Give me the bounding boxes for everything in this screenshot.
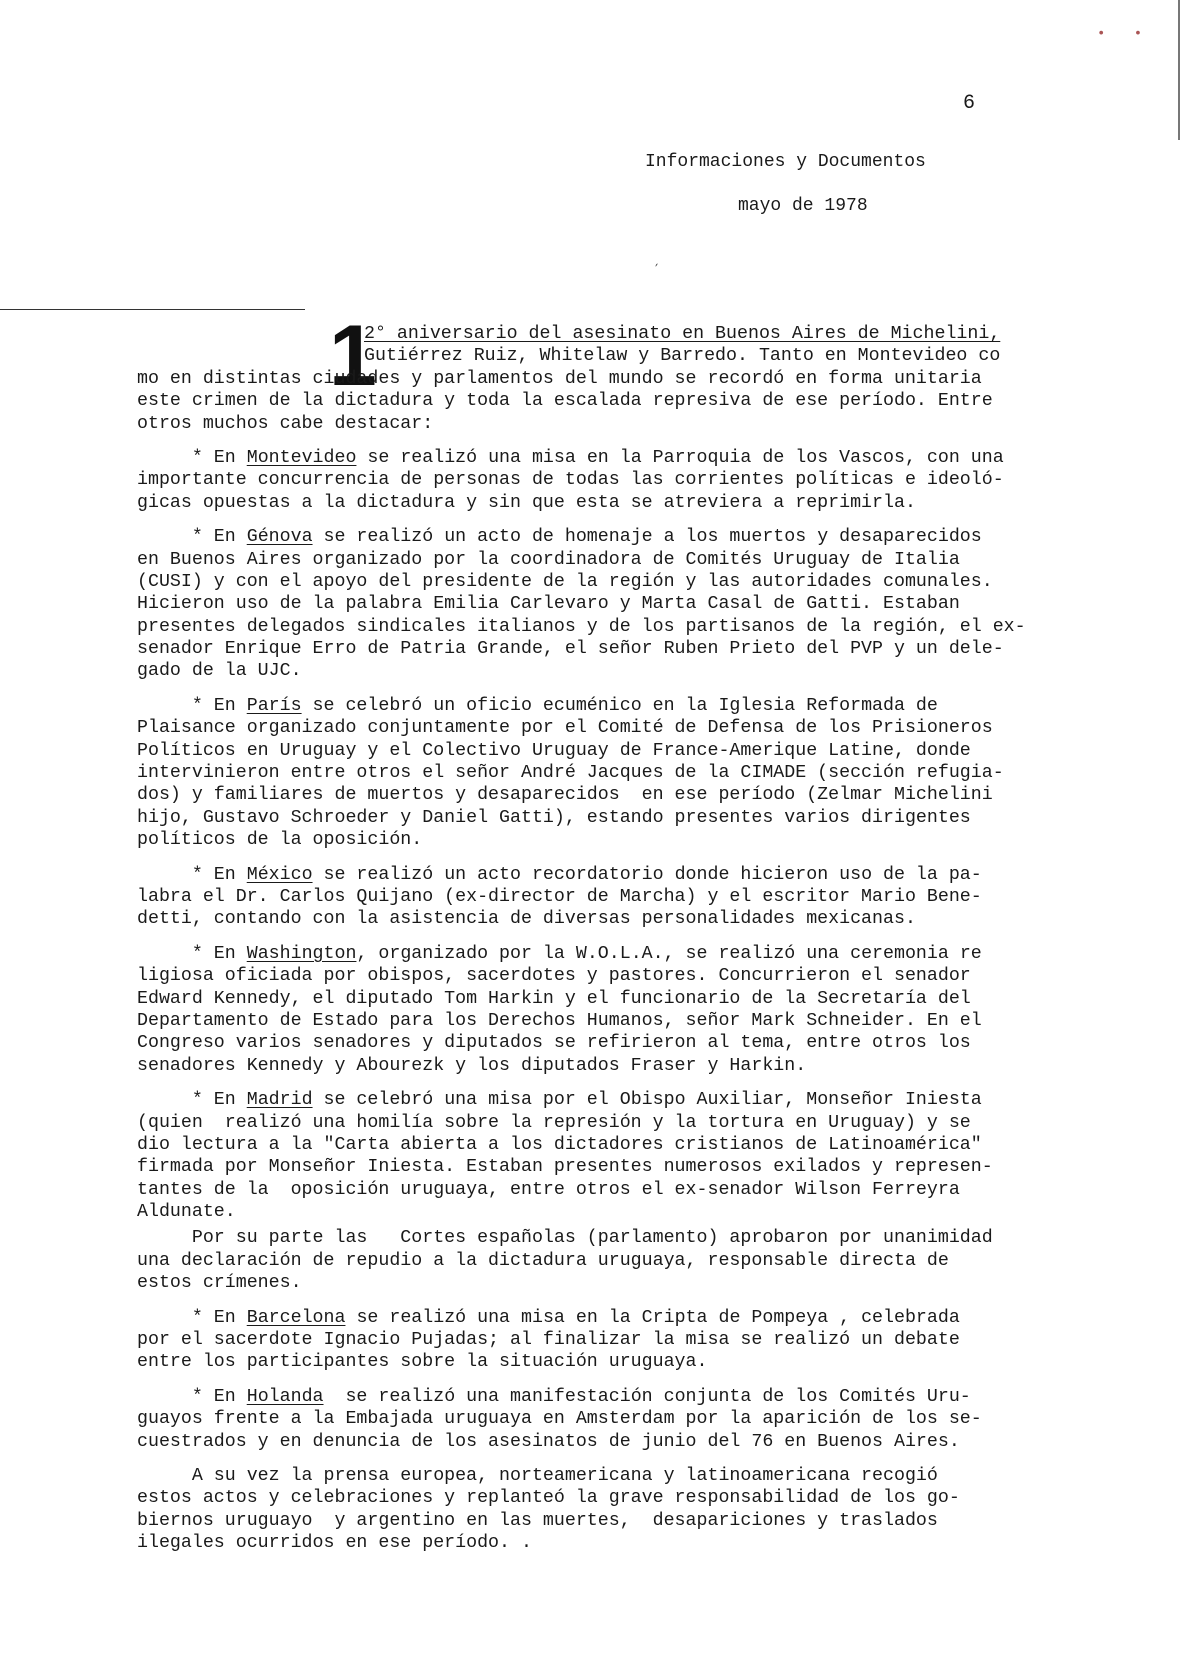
bullet-marker: * En	[191, 695, 247, 716]
place-name: Barcelona	[246, 1307, 346, 1328]
section-line: dos) y familiares de muertos y desaparecidos en ese período (Zelmar Michelini	[137, 785, 993, 806]
bullet-marker: * En	[191, 447, 247, 468]
section-line: presentes delegados sindicales italianos y de los partisanos de la región, el ex-	[137, 616, 1026, 637]
section-line: tantes de la oposición uruguaya, entre otros el ex-senador Wilson Ferreyra	[137, 1179, 960, 1200]
section-paragraph	[137, 864, 1057, 931]
section-line: dio lectura a la "Carta abierta a los dictadores cristianos de Latinoamérica"	[137, 1134, 982, 1155]
bullet-marker: * En	[191, 1307, 247, 1328]
cortes-line: estos crímenes.	[137, 1273, 302, 1294]
horizontal-rule	[0, 309, 305, 310]
bullet-marker: * En	[191, 943, 247, 964]
intro-paragraph	[137, 323, 1057, 435]
section-line: Edward Kennedy, el diputado Tom Harkin y el funcionario de la Secretaría del	[137, 988, 971, 1009]
closing-paragraph	[137, 1465, 1057, 1555]
closing-line: biernos uruguayo y argentino en las muertes, desapariciones y traslados	[137, 1510, 938, 1531]
section-line: senador Enrique Erro de Patria Grande, el señor Ruben Prieto del PVP y un dele-	[137, 639, 1004, 660]
ink-dots: • •	[1097, 26, 1153, 42]
bullet-marker: * En	[191, 864, 247, 885]
sections-list	[137, 447, 1057, 1224]
intro-line-1	[137, 323, 1057, 345]
page-edge-mark	[1178, 0, 1180, 140]
intro-line-4: este crimen de la dictadura y toda la escalada represiva de ese período. Entre	[137, 391, 993, 412]
intro-line-5: otros muchos cabe destacar:	[137, 413, 434, 434]
section-first-line	[137, 943, 1057, 965]
section-paragraph	[137, 447, 1057, 514]
cortes-line: una declaración de repudio a la dictadura uruguaya, responsable directa de	[137, 1250, 949, 1271]
section-line: guayos frente a la Embajada uruguaya en Amsterdam por la aparición de los se-	[137, 1409, 982, 1430]
section-line: Plaisance organizado conjuntamente por el Comité de Defensa de los Prisioneros	[137, 718, 993, 739]
indent	[137, 1308, 192, 1328]
place-name: Holanda	[246, 1386, 324, 1407]
section-lead-text: se realizó un acto de homenaje a los muertos y desaparecidos	[312, 527, 982, 548]
closing-line: A su vez la prensa europea, norteamericana y latinoamericana recogió	[137, 1465, 938, 1486]
section-lead-text: se celebró una misa por el Obispo Auxiliar, Monseñor Iniesta	[312, 1090, 982, 1111]
section-paragraph	[137, 1089, 1057, 1223]
section-line: Congreso varios senadores y diputados se refirieron al tema, entre otros los	[137, 1033, 971, 1054]
drop-cap: 1	[329, 308, 377, 404]
indent	[137, 448, 192, 468]
section-line: ligiosa oficiada por obispos, sacerdotes y pastores. Concurrieron el senador	[137, 966, 971, 987]
section-paragraph	[137, 695, 1057, 852]
section-first-line	[137, 695, 1057, 717]
section-line: en Buenos Aires organizado por la coordinadora de Comités Uruguay de Italia	[137, 549, 960, 570]
intro-line-3: mo en distintas ciudades y parlamentos del mundo se recordó en forma unitaria	[137, 368, 982, 389]
indent	[137, 1090, 192, 1110]
bullet-marker: * En	[191, 1386, 247, 1407]
section-line: gicas opuestas a la dictadura y sin que esta se atreviera a reprimirla.	[137, 492, 916, 513]
section-line: senadores Kennedy y Abourezk y los diputados Fraser y Harkin.	[137, 1055, 807, 1076]
section-lead-text: se celebró un oficio ecuménico en la Iglesia Reformada de	[301, 695, 938, 716]
section-first-line	[137, 864, 1057, 886]
section-line: (CUSI) y con el apoyo del presidente de la región y las autoridades comunales.	[137, 571, 993, 592]
sections-list-2	[137, 1307, 1057, 1453]
section-line: Departamento de Estado para los Derechos Humanos, señor Mark Schneider. En el	[137, 1010, 982, 1031]
section-lead-text: se realizó una misa en la Cripta de Pompeya , celebrada	[345, 1307, 960, 1328]
pen-tick-mark: ´	[651, 260, 667, 282]
article-body	[137, 323, 1057, 1555]
section-line: firmada por Monseñor Iniesta. Estaban presentes numerosos exilados y represen-	[137, 1157, 993, 1178]
indent	[137, 944, 192, 964]
section-line: Hicieron uso de la palabra Emilia Carlevaro y Marta Casal de Gatti. Estaban	[137, 594, 960, 615]
place-name: Génova	[246, 527, 313, 548]
section-line: entre los participantes sobre la situación uruguaya.	[137, 1352, 708, 1373]
cortes-line: Por su parte las Cortes españolas (parlamento) aprobaron por unanimidad	[137, 1228, 993, 1249]
place-name: París	[246, 695, 302, 716]
section-paragraph	[137, 943, 1057, 1077]
cortes-paragraph	[137, 1227, 1057, 1294]
section-paragraph	[137, 1386, 1057, 1453]
closing-line: ilegales ocurridos en ese período. .	[137, 1533, 532, 1554]
place-name: Washington	[246, 943, 357, 964]
section-line: cuestrados y en denuncia de los asesinatos de junio del 76 en Buenos Aires.	[137, 1431, 960, 1452]
section-first-line	[137, 1386, 1057, 1408]
section-paragraph	[137, 526, 1057, 683]
closing-line: estos actos y celebraciones y replanteó la grave responsabilidad de los go-	[137, 1488, 960, 1509]
bullet-marker: * En	[191, 527, 247, 548]
section-line: hijo, Gustavo Schroeder y Daniel Gatti), estando presentes varios dirigentes	[137, 807, 971, 828]
intro-line-text: Gutiérrez Ruiz, Whitelaw y Barredo. Tanto en Montevideo co	[364, 346, 1001, 367]
section-line: gado de la UJC.	[137, 661, 302, 682]
section-first-line	[137, 1307, 1057, 1329]
section-lead-text: se realizó una manifestación conjunta de los Comités Uru-	[323, 1386, 971, 1407]
indent	[137, 527, 192, 547]
page-number: 6	[963, 92, 976, 115]
section-lead-text: se realizó un acto recordatorio donde hicieron uso de la pa-	[312, 864, 982, 885]
indent	[137, 696, 192, 716]
section-line: (quien realizó una homilía sobre la represión y la tortura en Uruguay) y se	[137, 1112, 971, 1133]
section-line: por el sacerdote Ignacio Pujadas; al finalizar la misa se realizó un debate	[137, 1330, 960, 1351]
header-title: Informaciones y Documentos	[645, 152, 926, 172]
indent	[137, 1387, 192, 1407]
section-line: detti, contando con la asistencia de diversas personalidades mexicanas.	[137, 909, 916, 930]
section-paragraph	[137, 1307, 1057, 1374]
section-line: Aldunate.	[137, 1202, 236, 1223]
header-date: mayo de 1978	[738, 196, 868, 216]
place-name: México	[246, 864, 313, 885]
section-line: importante concurrencia de personas de todas las corrientes políticas e ideoló-	[137, 470, 1004, 491]
place-name: Madrid	[246, 1090, 313, 1111]
section-line: labra el Dr. Carlos Quijano (ex-director de Marcha) y el escritor Mario Bene-	[137, 886, 982, 907]
section-line: Políticos en Uruguay y el Colectivo Uruguay de France-Amerique Latine, donde	[137, 740, 971, 761]
place-name: Montevideo	[246, 447, 357, 468]
section-first-line	[137, 1089, 1057, 1111]
section-first-line	[137, 526, 1057, 548]
bullet-marker: * En	[191, 1090, 247, 1111]
intro-line-text: 2° aniversario del asesinato en Buenos Aires de Michelini,	[364, 324, 1001, 344]
intro-line-2	[137, 345, 1057, 367]
section-first-line	[137, 447, 1057, 469]
section-lead-text: , organizado por la W.O.L.A., se realizó una ceremonia re	[356, 943, 982, 964]
section-lead-text: se realizó una misa en la Parroquia de los Vascos, con una	[356, 447, 1004, 468]
indent	[137, 865, 192, 885]
section-line: políticos de la oposición.	[137, 830, 423, 851]
section-line: intervinieron entre otros el señor André Jacques de la CIMADE (sección refugia-	[137, 763, 1004, 784]
